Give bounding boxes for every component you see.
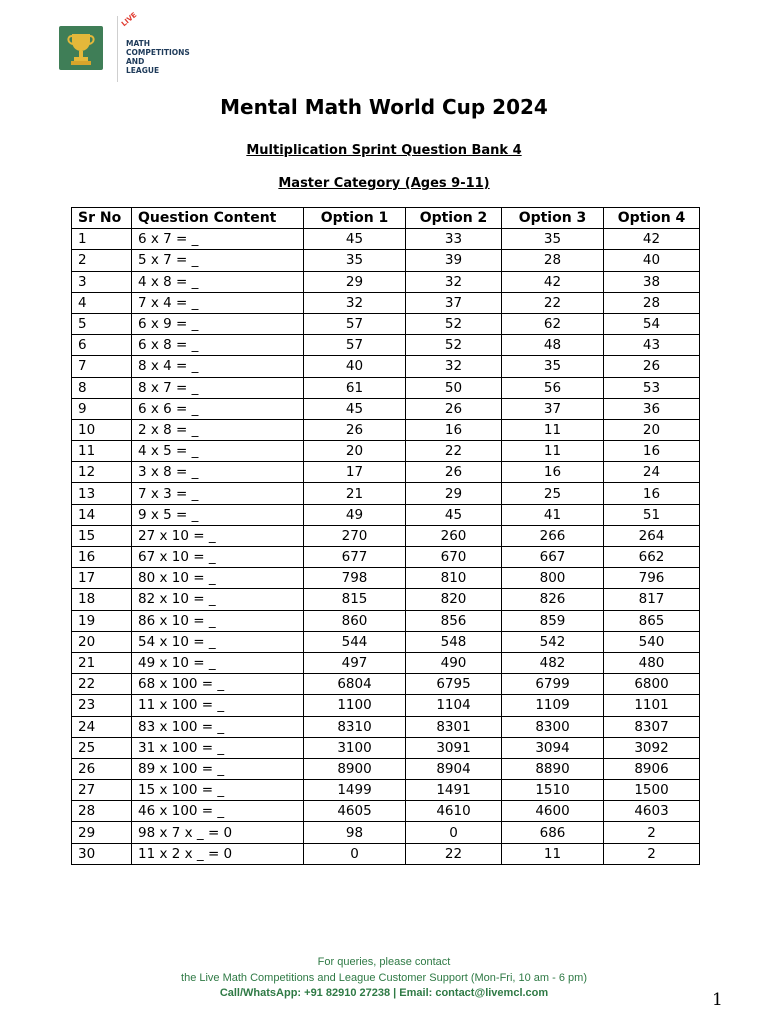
option-4-cell: 796 bbox=[604, 568, 700, 589]
option-1-cell: 815 bbox=[304, 589, 406, 610]
option-4-cell: 26 bbox=[604, 356, 700, 377]
table-row bbox=[72, 271, 700, 292]
option-3-cell: 11 bbox=[502, 843, 604, 864]
sr-no-cell: 3 bbox=[72, 271, 132, 292]
option-4-cell: 20 bbox=[604, 419, 700, 440]
sr-no-cell: 27 bbox=[72, 780, 132, 801]
option-1-cell: 49 bbox=[304, 504, 406, 525]
logo-line: MATH bbox=[126, 39, 151, 48]
question-cell: 83 x 100 = _ bbox=[132, 716, 304, 737]
sr-no-cell: 23 bbox=[72, 695, 132, 716]
option-3-cell: 826 bbox=[502, 589, 604, 610]
question-cell: 89 x 100 = _ bbox=[132, 758, 304, 779]
sr-no-cell: 9 bbox=[72, 398, 132, 419]
option-1-cell: 677 bbox=[304, 547, 406, 568]
sr-no-cell: 4 bbox=[72, 292, 132, 313]
table-row bbox=[72, 525, 700, 546]
header-option-2: Option 2 bbox=[406, 208, 502, 229]
question-cell: 5 x 7 = _ bbox=[132, 250, 304, 271]
question-cell: 6 x 7 = _ bbox=[132, 229, 304, 250]
sr-no-cell: 24 bbox=[72, 716, 132, 737]
table-row bbox=[72, 377, 700, 398]
option-2-cell: 1491 bbox=[406, 780, 502, 801]
option-1-cell: 0 bbox=[304, 843, 406, 864]
option-2-cell: 3091 bbox=[406, 737, 502, 758]
option-2-cell: 820 bbox=[406, 589, 502, 610]
footer-line-1: For queries, please contact bbox=[317, 956, 451, 968]
table-row bbox=[72, 631, 700, 652]
option-1-cell: 61 bbox=[304, 377, 406, 398]
option-4-cell: 865 bbox=[604, 610, 700, 631]
table-row bbox=[72, 483, 700, 504]
logo-divider bbox=[117, 16, 118, 82]
option-1-cell: 8900 bbox=[304, 758, 406, 779]
table-row bbox=[72, 589, 700, 610]
logo-line: LEAGUE bbox=[126, 66, 160, 75]
option-2-cell: 0 bbox=[406, 822, 502, 843]
question-cell: 98 x 7 x _ = 0 bbox=[132, 822, 304, 843]
option-4-cell: 8307 bbox=[604, 716, 700, 737]
option-4-cell: 43 bbox=[604, 335, 700, 356]
question-cell: 31 x 100 = _ bbox=[132, 737, 304, 758]
option-1-cell: 21 bbox=[304, 483, 406, 504]
question-cell: 7 x 3 = _ bbox=[132, 483, 304, 504]
table-row bbox=[72, 674, 700, 695]
table-row bbox=[72, 780, 700, 801]
option-4-cell: 38 bbox=[604, 271, 700, 292]
sr-no-cell: 7 bbox=[72, 356, 132, 377]
option-2-cell: 52 bbox=[406, 335, 502, 356]
question-cell: 6 x 8 = _ bbox=[132, 335, 304, 356]
header-sr-no: Sr No bbox=[72, 208, 132, 229]
option-1-cell: 32 bbox=[304, 292, 406, 313]
option-4-cell: 53 bbox=[604, 377, 700, 398]
sr-no-cell: 16 bbox=[72, 547, 132, 568]
option-4-cell: 8906 bbox=[604, 758, 700, 779]
question-cell: 3 x 8 = _ bbox=[132, 462, 304, 483]
option-1-cell: 35 bbox=[304, 250, 406, 271]
option-3-cell: 4600 bbox=[502, 801, 604, 822]
option-4-cell: 36 bbox=[604, 398, 700, 419]
question-cell: 82 x 10 = _ bbox=[132, 589, 304, 610]
option-4-cell: 16 bbox=[604, 441, 700, 462]
option-4-cell: 2 bbox=[604, 822, 700, 843]
option-1-cell: 3100 bbox=[304, 737, 406, 758]
sr-no-cell: 13 bbox=[72, 483, 132, 504]
option-2-cell: 52 bbox=[406, 313, 502, 334]
option-1-cell: 497 bbox=[304, 652, 406, 673]
table-header-row bbox=[72, 208, 700, 229]
option-3-cell: 3094 bbox=[502, 737, 604, 758]
question-cell: 86 x 10 = _ bbox=[132, 610, 304, 631]
footer-line-2: the Live Math Competitions and League Customer Support (Mon-Fri, 10 am - 6 pm) bbox=[181, 971, 587, 984]
option-3-cell: 25 bbox=[502, 483, 604, 504]
logo-line: COMPETITIONS bbox=[126, 48, 190, 57]
option-4-cell: 264 bbox=[604, 525, 700, 546]
sr-no-cell: 1 bbox=[72, 229, 132, 250]
option-1-cell: 798 bbox=[304, 568, 406, 589]
table-row bbox=[72, 801, 700, 822]
sr-no-cell: 30 bbox=[72, 843, 132, 864]
table-row bbox=[72, 313, 700, 334]
option-4-cell: 1101 bbox=[604, 695, 700, 716]
header-option-4: Option 4 bbox=[604, 208, 700, 229]
question-cell: 11 x 2 x _ = 0 bbox=[132, 843, 304, 864]
option-2-cell: 50 bbox=[406, 377, 502, 398]
table-row bbox=[72, 419, 700, 440]
sr-no-cell: 22 bbox=[72, 674, 132, 695]
question-cell: 15 x 100 = _ bbox=[132, 780, 304, 801]
table-row bbox=[72, 610, 700, 631]
option-1-cell: 860 bbox=[304, 610, 406, 631]
option-1-cell: 57 bbox=[304, 313, 406, 334]
sr-no-cell: 10 bbox=[72, 419, 132, 440]
option-2-cell: 22 bbox=[406, 441, 502, 462]
question-table bbox=[71, 207, 700, 865]
table-row bbox=[72, 737, 700, 758]
option-4-cell: 1500 bbox=[604, 780, 700, 801]
option-1-cell: 40 bbox=[304, 356, 406, 377]
option-3-cell: 35 bbox=[502, 356, 604, 377]
option-3-cell: 37 bbox=[502, 398, 604, 419]
option-3-cell: 266 bbox=[502, 525, 604, 546]
option-2-cell: 260 bbox=[406, 525, 502, 546]
question-cell: 4 x 5 = _ bbox=[132, 441, 304, 462]
option-3-cell: 62 bbox=[502, 313, 604, 334]
option-3-cell: 482 bbox=[502, 652, 604, 673]
logo-line: AND bbox=[126, 57, 145, 66]
option-4-cell: 2 bbox=[604, 843, 700, 864]
support-footer bbox=[0, 955, 768, 1002]
sr-no-cell: 12 bbox=[72, 462, 132, 483]
question-cell: 6 x 9 = _ bbox=[132, 313, 304, 334]
option-4-cell: 662 bbox=[604, 547, 700, 568]
option-2-cell: 4610 bbox=[406, 801, 502, 822]
question-cell: 46 x 100 = _ bbox=[132, 801, 304, 822]
option-1-cell: 270 bbox=[304, 525, 406, 546]
option-1-cell: 544 bbox=[304, 631, 406, 652]
option-4-cell: 16 bbox=[604, 483, 700, 504]
option-1-cell: 8310 bbox=[304, 716, 406, 737]
sr-no-cell: 17 bbox=[72, 568, 132, 589]
table-row bbox=[72, 547, 700, 568]
question-cell: 54 x 10 = _ bbox=[132, 631, 304, 652]
table-row bbox=[72, 758, 700, 779]
option-3-cell: 42 bbox=[502, 271, 604, 292]
option-3-cell: 16 bbox=[502, 462, 604, 483]
sr-no-cell: 18 bbox=[72, 589, 132, 610]
footer-contact-line: Call/WhatsApp: +91 82910 27238 | Email: contact@livemcl.com bbox=[219, 987, 549, 999]
option-3-cell: 41 bbox=[502, 504, 604, 525]
sr-no-cell: 19 bbox=[72, 610, 132, 631]
option-3-cell: 28 bbox=[502, 250, 604, 271]
option-3-cell: 6799 bbox=[502, 674, 604, 695]
question-cell: 2 x 8 = _ bbox=[132, 419, 304, 440]
option-1-cell: 4605 bbox=[304, 801, 406, 822]
option-3-cell: 800 bbox=[502, 568, 604, 589]
option-2-cell: 39 bbox=[406, 250, 502, 271]
option-1-cell: 6804 bbox=[304, 674, 406, 695]
option-4-cell: 4603 bbox=[604, 801, 700, 822]
option-1-cell: 17 bbox=[304, 462, 406, 483]
option-1-cell: 1100 bbox=[304, 695, 406, 716]
option-3-cell: 1109 bbox=[502, 695, 604, 716]
table-row bbox=[72, 843, 700, 864]
table-row bbox=[72, 716, 700, 737]
sr-no-cell: 28 bbox=[72, 801, 132, 822]
sr-no-cell: 8 bbox=[72, 377, 132, 398]
option-2-cell: 1104 bbox=[406, 695, 502, 716]
option-2-cell: 26 bbox=[406, 462, 502, 483]
sr-no-cell: 11 bbox=[72, 441, 132, 462]
sr-no-cell: 2 bbox=[72, 250, 132, 271]
option-2-cell: 670 bbox=[406, 547, 502, 568]
option-3-cell: 22 bbox=[502, 292, 604, 313]
table-row bbox=[72, 335, 700, 356]
option-1-cell: 98 bbox=[304, 822, 406, 843]
table-row bbox=[72, 568, 700, 589]
option-2-cell: 810 bbox=[406, 568, 502, 589]
table-row bbox=[72, 441, 700, 462]
option-2-cell: 856 bbox=[406, 610, 502, 631]
option-1-cell: 1499 bbox=[304, 780, 406, 801]
option-1-cell: 45 bbox=[304, 398, 406, 419]
sr-no-cell: 25 bbox=[72, 737, 132, 758]
option-4-cell: 24 bbox=[604, 462, 700, 483]
option-3-cell: 11 bbox=[502, 441, 604, 462]
sr-no-cell: 5 bbox=[72, 313, 132, 334]
option-2-cell: 32 bbox=[406, 356, 502, 377]
document-subtitle: Multiplication Sprint Question Bank 4 bbox=[246, 143, 522, 158]
sr-no-cell: 20 bbox=[72, 631, 132, 652]
option-3-cell: 35 bbox=[502, 229, 604, 250]
trophy-icon bbox=[59, 26, 103, 70]
sr-no-cell: 21 bbox=[72, 652, 132, 673]
question-cell: 7 x 4 = _ bbox=[132, 292, 304, 313]
question-cell: 49 x 10 = _ bbox=[132, 652, 304, 673]
option-3-cell: 48 bbox=[502, 335, 604, 356]
question-cell: 11 x 100 = _ bbox=[132, 695, 304, 716]
question-cell: 8 x 7 = _ bbox=[132, 377, 304, 398]
sr-no-cell: 6 bbox=[72, 335, 132, 356]
option-4-cell: 28 bbox=[604, 292, 700, 313]
option-2-cell: 29 bbox=[406, 483, 502, 504]
sr-no-cell: 14 bbox=[72, 504, 132, 525]
table-row bbox=[72, 229, 700, 250]
option-2-cell: 45 bbox=[406, 504, 502, 525]
option-2-cell: 548 bbox=[406, 631, 502, 652]
question-cell: 6 x 6 = _ bbox=[132, 398, 304, 419]
question-cell: 67 x 10 = _ bbox=[132, 547, 304, 568]
option-1-cell: 29 bbox=[304, 271, 406, 292]
option-3-cell: 11 bbox=[502, 419, 604, 440]
table-row bbox=[72, 652, 700, 673]
document-title: Mental Math World Cup 2024 bbox=[220, 95, 548, 119]
option-3-cell: 1510 bbox=[502, 780, 604, 801]
option-4-cell: 817 bbox=[604, 589, 700, 610]
option-2-cell: 22 bbox=[406, 843, 502, 864]
table-row bbox=[72, 250, 700, 271]
question-cell: 68 x 100 = _ bbox=[132, 674, 304, 695]
question-cell: 27 x 10 = _ bbox=[132, 525, 304, 546]
option-4-cell: 40 bbox=[604, 250, 700, 271]
option-2-cell: 16 bbox=[406, 419, 502, 440]
option-1-cell: 57 bbox=[304, 335, 406, 356]
option-2-cell: 8904 bbox=[406, 758, 502, 779]
organization-logo bbox=[56, 10, 190, 82]
option-1-cell: 26 bbox=[304, 419, 406, 440]
sr-no-cell: 26 bbox=[72, 758, 132, 779]
option-2-cell: 33 bbox=[406, 229, 502, 250]
option-1-cell: 20 bbox=[304, 441, 406, 462]
header-option-1: Option 1 bbox=[304, 208, 406, 229]
logo-wordmark bbox=[126, 39, 190, 75]
table-row bbox=[72, 462, 700, 483]
logo-live-badge: LIVE bbox=[120, 10, 139, 29]
table-body bbox=[72, 229, 700, 865]
question-cell: 8 x 4 = _ bbox=[132, 356, 304, 377]
sr-no-cell: 29 bbox=[72, 822, 132, 843]
option-4-cell: 480 bbox=[604, 652, 700, 673]
table-row bbox=[72, 504, 700, 525]
option-2-cell: 6795 bbox=[406, 674, 502, 695]
option-4-cell: 51 bbox=[604, 504, 700, 525]
header-question-content: Question Content bbox=[132, 208, 304, 229]
option-2-cell: 26 bbox=[406, 398, 502, 419]
table-row bbox=[72, 292, 700, 313]
option-4-cell: 3092 bbox=[604, 737, 700, 758]
sr-no-cell: 15 bbox=[72, 525, 132, 546]
question-cell: 80 x 10 = _ bbox=[132, 568, 304, 589]
option-4-cell: 540 bbox=[604, 631, 700, 652]
option-4-cell: 6800 bbox=[604, 674, 700, 695]
option-3-cell: 8890 bbox=[502, 758, 604, 779]
option-3-cell: 542 bbox=[502, 631, 604, 652]
option-1-cell: 45 bbox=[304, 229, 406, 250]
option-3-cell: 686 bbox=[502, 822, 604, 843]
option-3-cell: 8300 bbox=[502, 716, 604, 737]
question-cell: 4 x 8 = _ bbox=[132, 271, 304, 292]
table-row bbox=[72, 822, 700, 843]
question-cell: 9 x 5 = _ bbox=[132, 504, 304, 525]
table-row bbox=[72, 398, 700, 419]
option-2-cell: 490 bbox=[406, 652, 502, 673]
option-2-cell: 32 bbox=[406, 271, 502, 292]
option-3-cell: 859 bbox=[502, 610, 604, 631]
category-heading: Master Category (Ages 9-11) bbox=[278, 176, 490, 191]
option-3-cell: 56 bbox=[502, 377, 604, 398]
table-row bbox=[72, 695, 700, 716]
option-4-cell: 54 bbox=[604, 313, 700, 334]
option-2-cell: 37 bbox=[406, 292, 502, 313]
table-row bbox=[72, 356, 700, 377]
option-2-cell: 8301 bbox=[406, 716, 502, 737]
option-4-cell: 42 bbox=[604, 229, 700, 250]
page-number: 1 bbox=[712, 990, 723, 1010]
header-option-3: Option 3 bbox=[502, 208, 604, 229]
option-3-cell: 667 bbox=[502, 547, 604, 568]
